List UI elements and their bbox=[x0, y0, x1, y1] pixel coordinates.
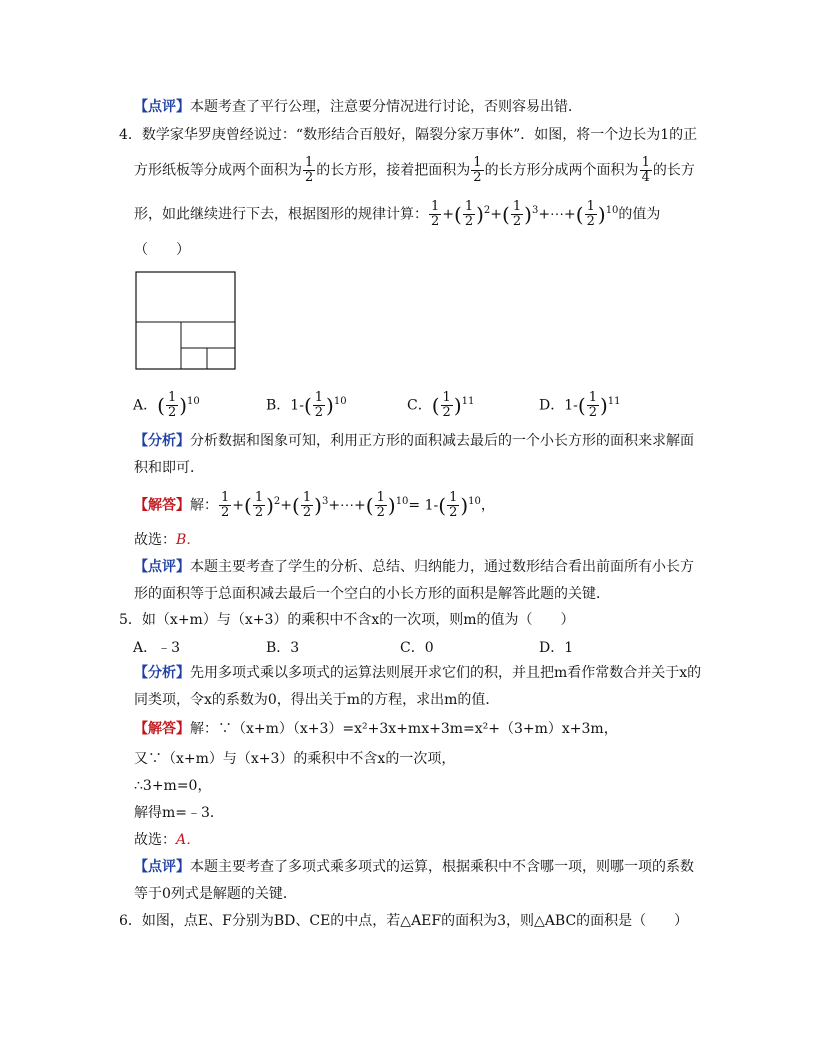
square-figure bbox=[135, 271, 237, 371]
q5-solution2: 又∵（x+m）与（x+3）的乘积中不含x的一次项， bbox=[134, 751, 456, 767]
q5-analysis1: 【分析】先用多项式乘以多项式的运算法则展开求它们的积，并且把m看作常数合并关于x的 bbox=[134, 665, 702, 681]
q5-option-c[interactable]: C．0 bbox=[400, 640, 434, 656]
q4-line2: 方形纸板等分成两个面积为 $\frac{1}{2}$ 的长方形，接着把面积为 $\frac{1}{2}$ 的长方形分成两个面积为 $\frac{1}{4}$ 的长方 bbox=[134, 155, 695, 185]
q5-solution1: 【解答】解：∵（x+m）（x+3）=x²+3x+mx+3m=x²+（3+m）x+3m， bbox=[134, 721, 618, 737]
q5-solution3: ∴3+m=0， bbox=[134, 778, 212, 794]
comment-line: 【点评】本题考查了平行公理，注意要分情况进行讨论，否则容易出错． bbox=[134, 99, 582, 115]
q6-line1: 6．如图，点E、F分别为BD、CE的中点，若△AEF的面积为3，则△ABC的面积是（ ） bbox=[119, 913, 689, 929]
q5-comment2: 等于0列式是解题的关键． bbox=[134, 886, 297, 902]
q5-analysis2: 同类项，令x的系数为0，得出关于m的方程，求出m的值． bbox=[134, 692, 500, 708]
q4-choose: 故选：B． bbox=[134, 532, 201, 548]
q5-solution4: 解得m=﹣3． bbox=[134, 805, 224, 821]
q4-solution: 【解答】解： $\frac{1}{2}$ +( $\frac{1}{2}$ )$^2$+( $\frac{1}{2}$ )$^3$+⋯+( $\frac{1}{2}$ )$^{10}$= 1-( $\frac{1}{2}$ )$^{10}$， bbox=[134, 490, 495, 520]
q5-option-b[interactable]: B．3 bbox=[266, 640, 300, 656]
q4-paren: （ ） bbox=[134, 242, 190, 258]
q4-comment2: 形的面积等于总面积减去最后一个空白的小长方形的面积是解答此题的关键． bbox=[134, 586, 610, 602]
q4-analysis: 【分析】分析数据和图象可知，利用正方形的面积减去最后的一个小长方形的面积来求解面 bbox=[134, 433, 694, 449]
q4-analysis2: 积和即可． bbox=[134, 460, 204, 476]
q4-line1: 4．数学家华罗庚曾经说过：“数形结合百般好，隔裂分家万事休”．如图，将一个边长为1的正 bbox=[119, 127, 698, 143]
q4-option-c[interactable]: C．( $\frac{1}{2}$ )$^{11}$ bbox=[407, 390, 475, 420]
q4-line3: 形，如此继续进行下去，根据图形的规律计算： $\frac{1}{2}$ +( $\frac{1}{2}$ )$^2$+( $\frac{1}{2}$ )$^3$+⋯+( $\frac{1}{2}$ )$^{10}$的值为 bbox=[134, 199, 661, 229]
q5-option-a[interactable]: A．﹣3 bbox=[133, 640, 181, 656]
q5-comment1: 【点评】本题主要考查了多项式乘多项式的运算，根据乘积中不含哪一项，则哪一项的系数 bbox=[134, 859, 694, 875]
q4-comment1: 【点评】本题主要考查了学生的分析、总结、归纳能力，通过数形结合看出前面所有小长方 bbox=[134, 559, 694, 575]
q5-choose: 故选：A． bbox=[134, 832, 201, 848]
q4-option-a[interactable]: A．( $\frac{1}{2}$ )$^{10}$ bbox=[133, 390, 200, 420]
q5-option-d[interactable]: D．1 bbox=[539, 640, 574, 656]
q5-line1: 5．如（x+m）与（x+3）的乘积中不含x的一次项，则m的值为（ ） bbox=[119, 612, 575, 628]
q4-option-b[interactable]: B．1-( $\frac{1}{2}$ )$^{10}$ bbox=[266, 390, 347, 420]
q4-option-d[interactable]: D．1-( $\frac{1}{2}$ )$^{11}$ bbox=[539, 390, 621, 420]
outer-square bbox=[136, 272, 235, 369]
